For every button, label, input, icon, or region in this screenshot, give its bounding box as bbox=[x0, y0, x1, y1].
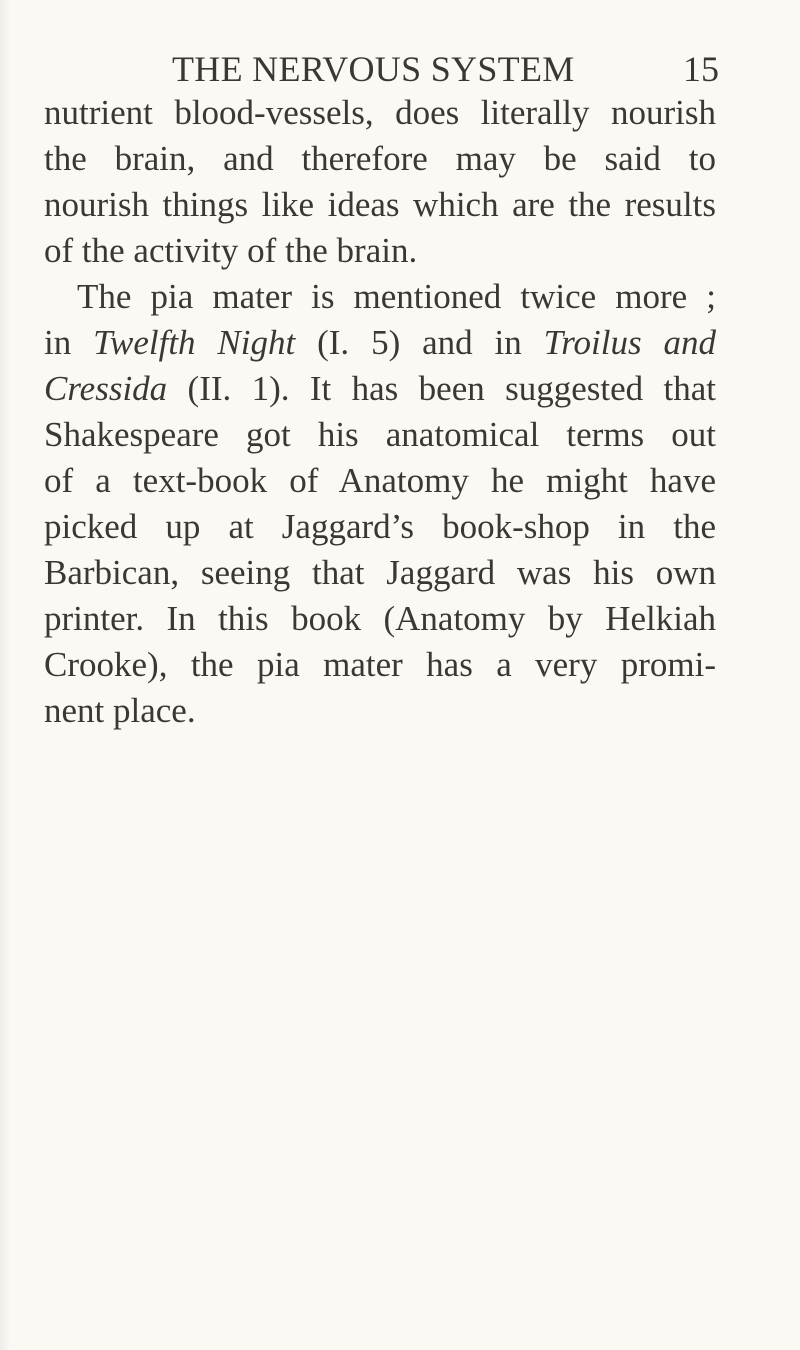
text-line: of the activity of the brain. bbox=[44, 231, 418, 270]
text-line: The pia mater is mentioned twice more ; bbox=[77, 277, 716, 316]
play-title-cressida: Cressida bbox=[44, 369, 168, 408]
running-head bbox=[0, 44, 800, 94]
page-gutter-shadow bbox=[0, 0, 10, 1350]
body-paragraphs bbox=[44, 90, 716, 734]
text-line: Barbican, seeing that Jaggard was his own bbox=[44, 553, 716, 592]
play-title-twelfth-night: Twelfth Night bbox=[93, 323, 296, 362]
page-number: 15 bbox=[683, 49, 719, 89]
text-line: the brain, and therefore may be said to bbox=[44, 139, 716, 178]
text-run: (II. 1). It has been suggested that bbox=[167, 369, 716, 408]
text-line bbox=[44, 320, 716, 366]
text-line: nutrient blood-vessels, does literally nourish bbox=[44, 93, 716, 132]
text-line bbox=[44, 366, 716, 412]
text-line: Crooke), the pia mater has a very promi- bbox=[44, 645, 716, 684]
text-line: picked up at Jaggard’s book-shop in the bbox=[44, 507, 716, 546]
text-line: printer. In this book (Anatomy by Helkiah bbox=[44, 599, 716, 638]
text-line: nourish things like ideas which are the results bbox=[44, 185, 716, 224]
text-run: in bbox=[44, 323, 94, 362]
text-line: of a text-book of Anatomy he might have bbox=[44, 461, 716, 500]
play-title-troilus: Troilus and bbox=[543, 323, 716, 362]
text-line: Shakespeare got his anatomical terms out bbox=[44, 415, 716, 454]
text-line: nent place. bbox=[44, 691, 196, 730]
text-run: (I. 5) and in bbox=[295, 323, 544, 362]
running-title: THE NERVOUS SYSTEM bbox=[172, 49, 575, 89]
